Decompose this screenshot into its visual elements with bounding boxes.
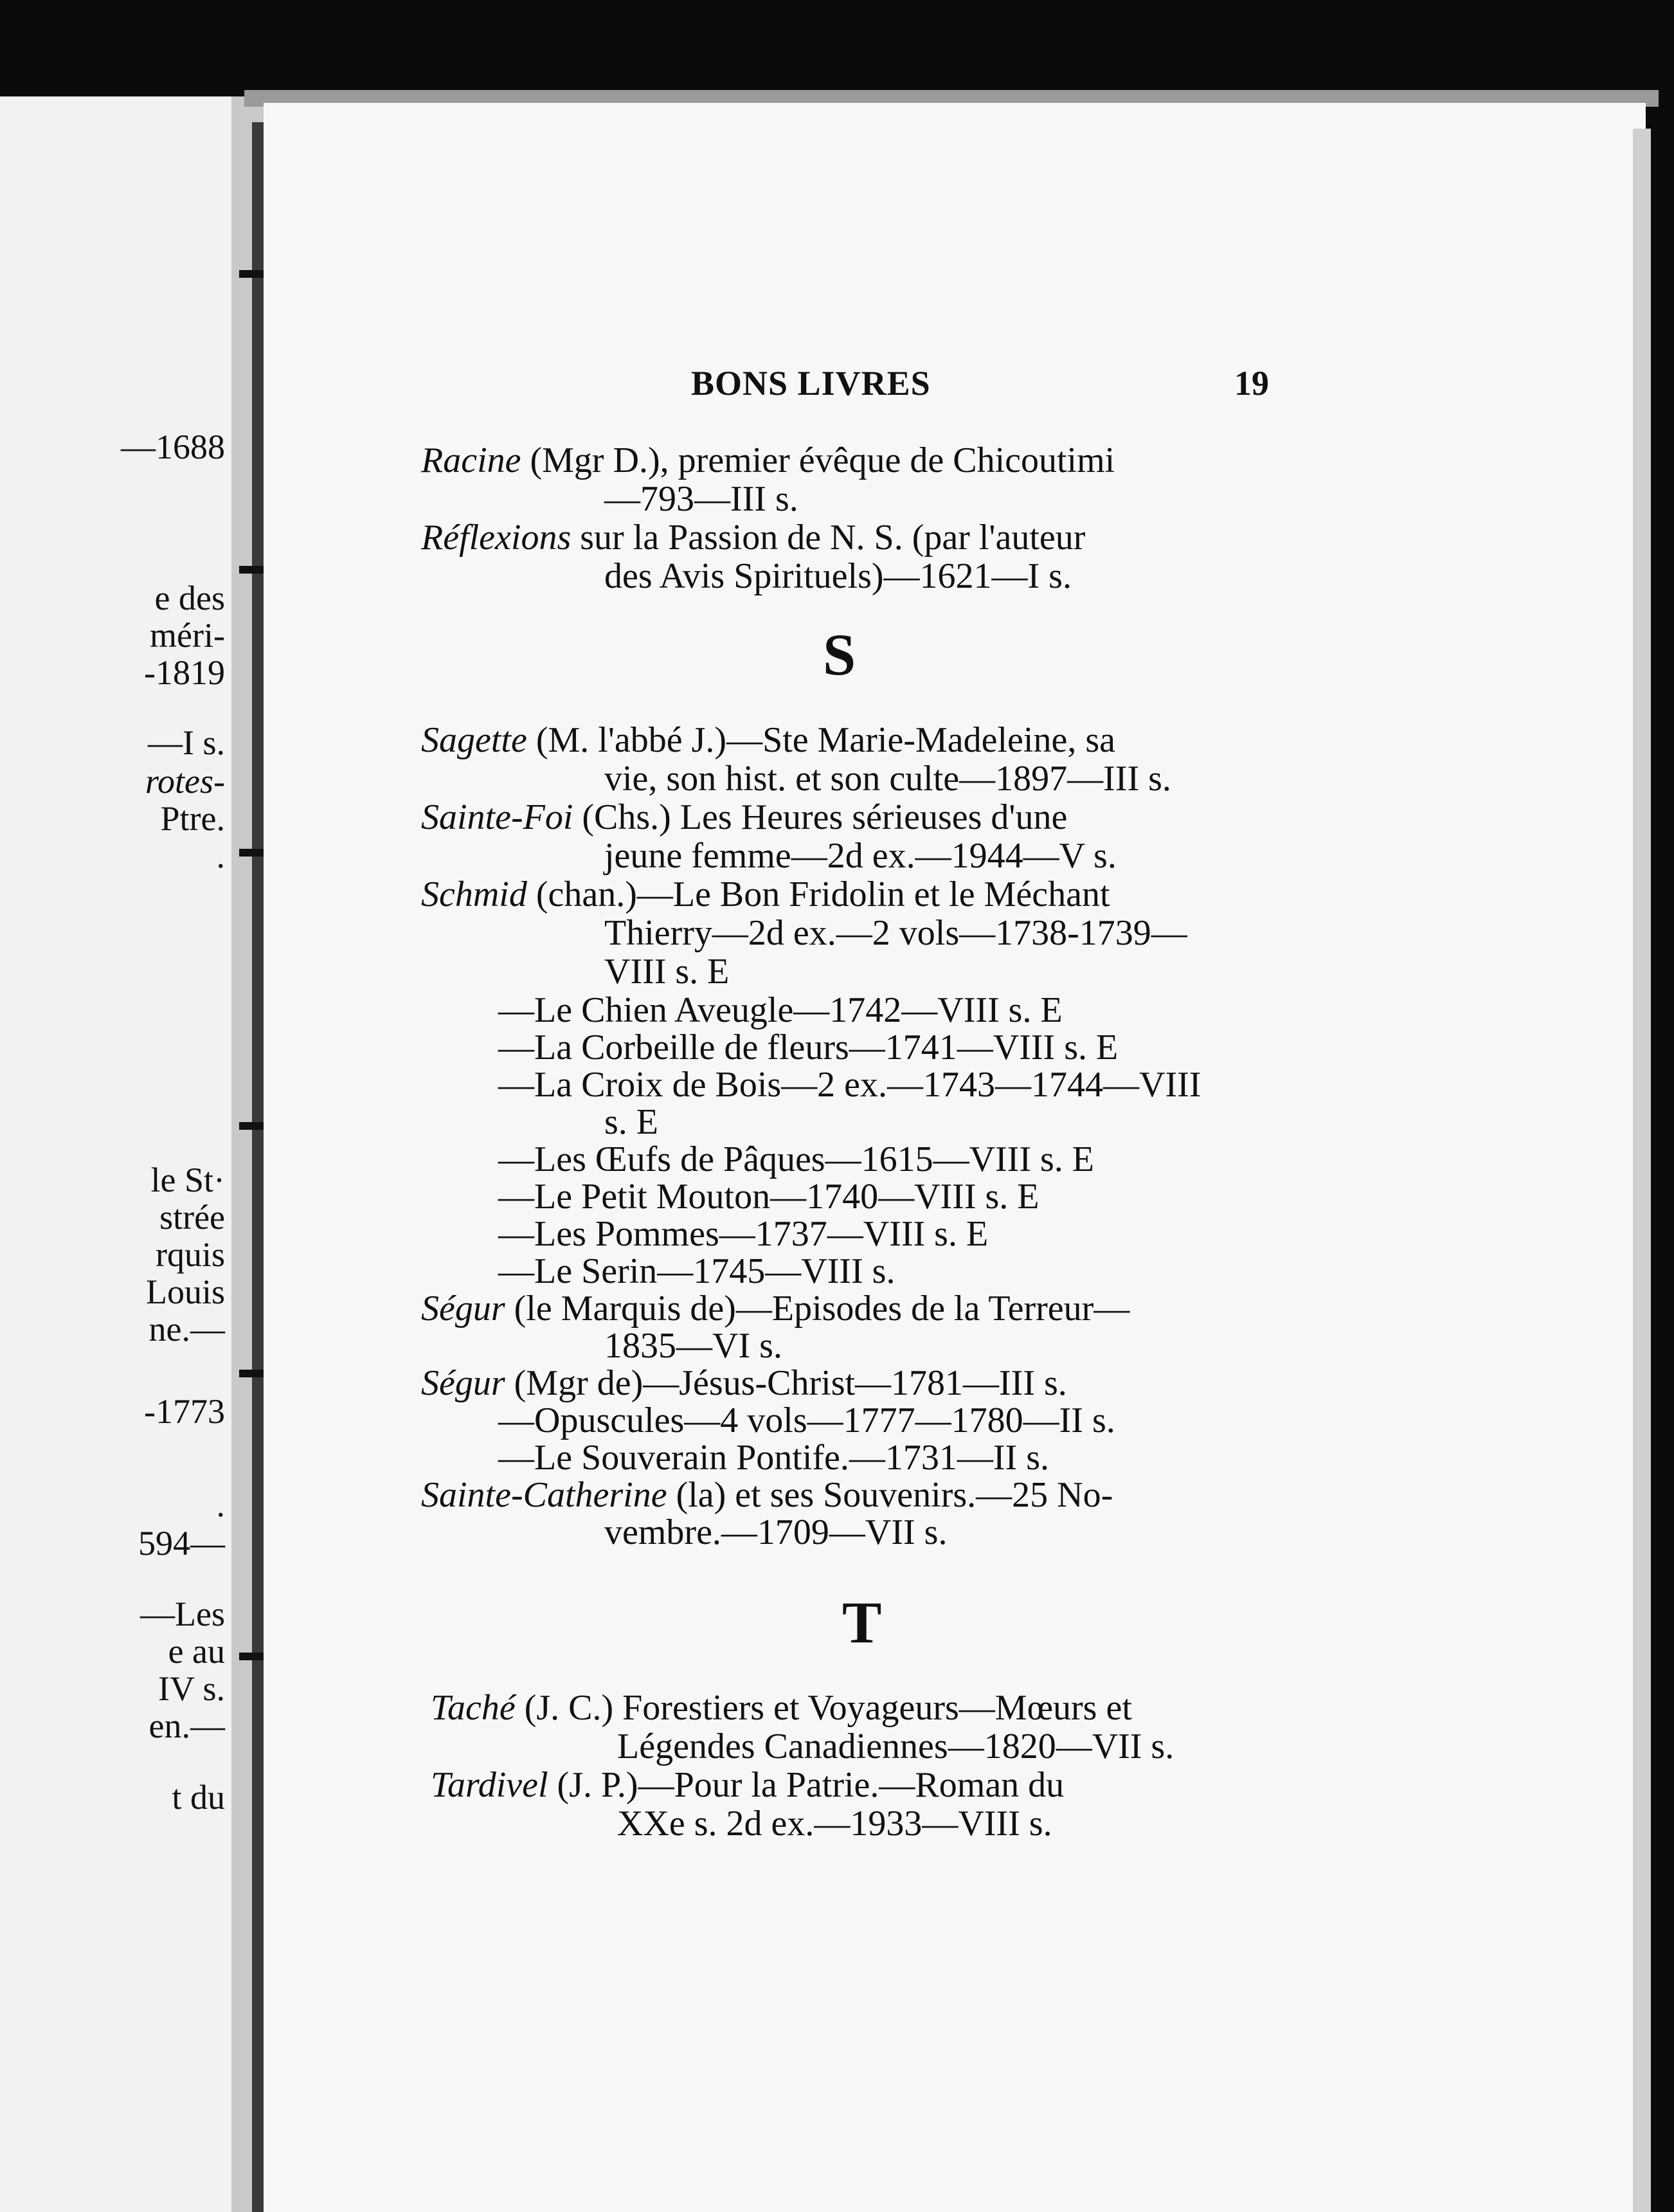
left-fragment: rquis (156, 1235, 225, 1274)
entry-line: —Le Serin—1745—VIII s. (498, 1251, 896, 1291)
entry-line (421, 1363, 1067, 1403)
binding-stitch (239, 1653, 264, 1660)
entry-line (421, 440, 1115, 480)
entry-line: —Le Chien Aveugle—1742—VIII s. E (498, 990, 1063, 1030)
entry-line: s. E (604, 1102, 658, 1142)
entry-text: (M. l'abbé J.)—Ste Marie-Madeleine, sa (526, 720, 1115, 760)
binding-stitch (239, 270, 264, 278)
left-fragment: en.— (148, 1707, 225, 1745)
entry-line: 1835—VI s. (604, 1326, 782, 1366)
left-fragment: . (216, 837, 225, 875)
entry-author: Racine (421, 440, 521, 480)
entry-text: (J. C.) Forestiers et Voyageurs—Mœurs et (515, 1688, 1132, 1728)
entry-line: —Le Petit Mouton—1740—VIII s. E (498, 1177, 1040, 1217)
entry-author: Réflexions (421, 518, 572, 558)
entry-line: vie, son hist. et son culte—1897—III s. (604, 759, 1171, 799)
left-fragment: ne.— (148, 1310, 225, 1348)
entry-line: —Opuscules—4 vols—1777—1780—II s. (498, 1401, 1115, 1440)
running-header: BONS LIVRES (691, 364, 931, 403)
section-letter-t: T (842, 1590, 882, 1655)
entry-text: (Mgr D.), premier évêque de Chicoutimi (521, 440, 1115, 480)
entry-line: XXe s. 2d ex.—1933—VIII s. (617, 1804, 1052, 1844)
entry-text: (Mgr de)—Jésus-Christ—1781—III s. (505, 1363, 1067, 1403)
left-fragment: 594— (138, 1524, 225, 1563)
entry-text: sur la Passion de N. S. (par l'auteur (571, 518, 1086, 558)
left-fragment: méri- (150, 616, 225, 655)
left-fragment: strée (159, 1198, 225, 1237)
left-fragment: —I s. (148, 723, 225, 762)
entry-line (431, 1765, 1064, 1805)
entry-line: Thierry—2d ex.—2 vols—1738-1739— (604, 913, 1187, 953)
entry-line: vembre.—1709—VII s. (604, 1512, 948, 1552)
entry-text: (la) et ses Souvenirs.—25 No- (667, 1475, 1113, 1515)
entry-line (421, 1475, 1113, 1515)
entry-text: (le Marquis de)—Episodes de la Terreur— (505, 1289, 1130, 1328)
entry-line (431, 1688, 1132, 1728)
section-letter-s: S (823, 622, 856, 687)
entry-author: Ségur (421, 1289, 505, 1328)
entry-author: Taché (431, 1688, 516, 1728)
left-fragment: t du (172, 1778, 225, 1817)
binding-stitch (239, 1122, 264, 1130)
page-right-edge (1633, 129, 1651, 2212)
entry-line: jeune femme—2d ex.—1944—V s. (604, 836, 1117, 876)
left-fragment: Ptre. (160, 799, 225, 838)
left-fragment: rotes- (145, 762, 225, 801)
entry-line: —793—III s. (604, 479, 798, 519)
entry-line: —Le Souverain Pontife.—1731—II s. (498, 1438, 1049, 1478)
binding-stitch (239, 849, 264, 857)
left-fragment: -1773 (144, 1392, 225, 1431)
left-fragment: e au (168, 1632, 225, 1671)
entry-line: des Avis Spirituels)—1621—I s. (604, 556, 1072, 596)
entry-line (421, 518, 1085, 558)
entry-author: Schmid (421, 875, 527, 914)
left-fragment: . (216, 1485, 225, 1524)
entry-line (421, 720, 1115, 760)
left-fragment: —Les (140, 1595, 225, 1633)
binding-stitch (239, 1370, 264, 1377)
entry-author: Tardivel (431, 1765, 548, 1805)
entry-line: —Les Œufs de Pâques—1615—VIII s. E (498, 1139, 1094, 1179)
entry-text: (chan.)—Le Bon Fridolin et le Méchant (526, 875, 1110, 914)
entry-line: —Les Pommes—1737—VIII s. E (498, 1214, 989, 1254)
entry-author: Ségur (421, 1363, 505, 1403)
entry-text: (Chs.) Les Heures sérieuses d'une (573, 797, 1068, 837)
entry-author: Sainte-Foi (421, 797, 573, 837)
left-page (0, 96, 231, 2212)
entry-text: (J. P.)—Pour la Patrie.—Roman du (548, 1765, 1065, 1805)
left-fragment: IV s. (158, 1669, 225, 1708)
entry-line: —La Croix de Bois—2 ex.—1743—1744—VIII (498, 1065, 1202, 1105)
left-fragment: le St· (150, 1161, 225, 1199)
left-fragment: —1688 (121, 428, 225, 466)
entry-line: VIII s. E (604, 952, 730, 992)
entry-author: Sagette (421, 720, 527, 760)
left-fragment: Louis (145, 1273, 225, 1311)
entry-line (421, 875, 1110, 914)
left-fragment: -1819 (144, 653, 225, 692)
left-fragment: e des (154, 579, 225, 617)
entry-line (421, 797, 1067, 837)
entry-line (421, 1289, 1130, 1328)
binding-stitch (239, 566, 264, 574)
page-number: 19 (1234, 364, 1269, 403)
entry-author: Sainte-Catherine (421, 1475, 667, 1515)
entry-line: —La Corbeille de fleurs—1741—VIII s. E (498, 1028, 1119, 1067)
entry-line: Légendes Canadiennes—1820—VII s. (617, 1727, 1174, 1766)
